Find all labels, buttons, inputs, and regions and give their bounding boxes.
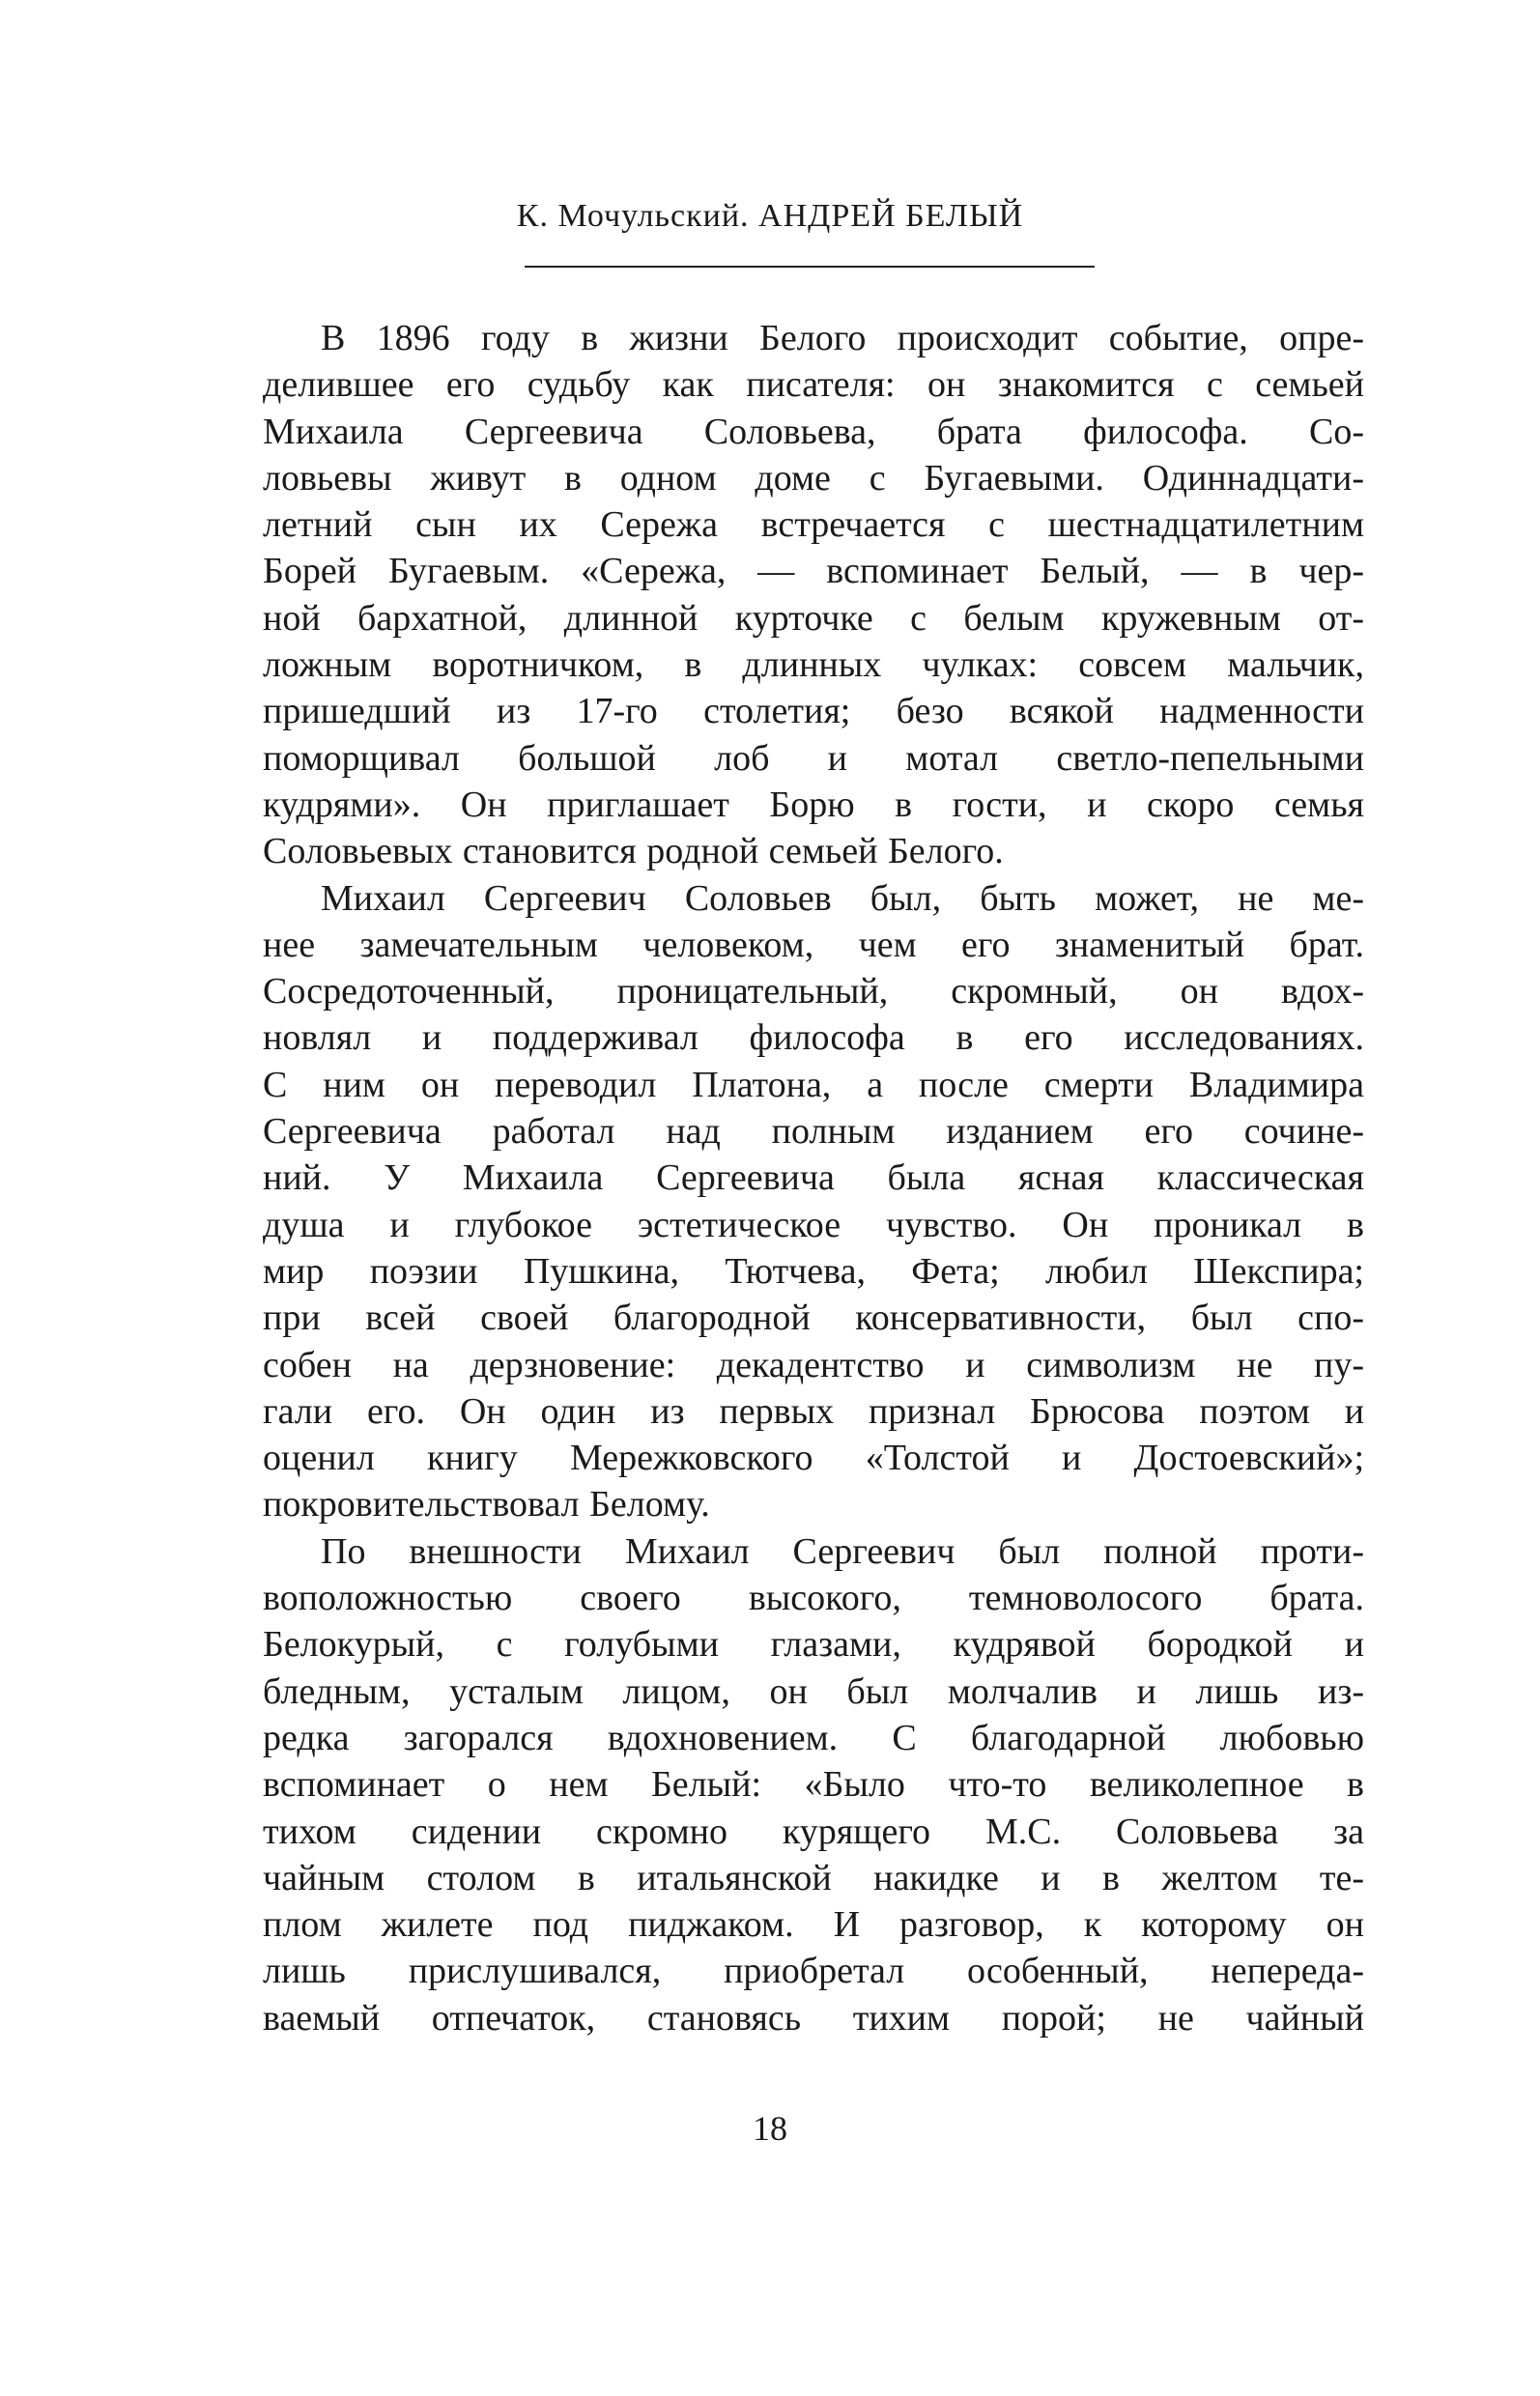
- text-line: тихом сидении скромно курящего М.С. Соловьева за: [263, 1811, 1364, 1852]
- text-line: покровительствовал Белому.: [263, 1484, 710, 1526]
- text-line: поморщивал большой лоб и мотал светло-пепельными: [263, 737, 1364, 779]
- text-line: ной бархатной, длинной курточке с белым кружевным от-: [263, 597, 1364, 639]
- text-line: ний. У Михаила Сергеевича была ясная классическая: [263, 1157, 1364, 1199]
- text-line: вспоминает о нем Белый: «Было что-то великолепное в: [263, 1764, 1364, 1806]
- text-line: гали его. Он один из первых признал Брюсова поэтом и: [263, 1390, 1364, 1432]
- header-rule: [525, 266, 1095, 268]
- text-line: ложным воротничком, в длинных чулках: совсем мальчик,: [263, 644, 1364, 686]
- text-line: Михаила Сергеевича Соловьева, брата философа. Со-: [263, 411, 1364, 452]
- page-number: 18: [753, 2109, 787, 2148]
- text-line: лишь прислушивался, приобретал особенный, непереда-: [263, 1951, 1364, 1992]
- paragraph: [263, 1528, 1364, 2041]
- text-line: ваемый отпечаток, становясь тихим порой; не чайный: [263, 1997, 1364, 2039]
- text-line: С ним он переводил Платона, а после смерти Владимира: [263, 1064, 1364, 1105]
- text-line: собен на дерзновение: декадентство и символизм не пу-: [263, 1344, 1364, 1385]
- paragraph: [263, 315, 1364, 875]
- text-line: при всей своей благородной консервативности, был спо-: [263, 1298, 1364, 1339]
- text-line: редка загорался вдохновением. С благодарной любовью: [263, 1717, 1364, 1758]
- text-line: ловьевы живут в одном доме с Бугаевыми. Одиннадцати-: [263, 457, 1364, 499]
- text-line: летний сын их Сережа встречается с шестнадцатилетним: [263, 504, 1364, 546]
- body-text: [263, 315, 1364, 2041]
- text-line: делившее его судьбу как писателя: он знакомится с семьей: [263, 364, 1364, 406]
- text-line: чайным столом в итальянской накидке и в желтом те-: [263, 1857, 1364, 1898]
- paragraph: [263, 875, 1364, 1528]
- text-line: Соловьевых становится родной семьей Белого.: [263, 831, 1004, 872]
- text-line: бледным, усталым лицом, он был молчалив и лишь из-: [263, 1670, 1364, 1712]
- running-head: К. Мочульский. АНДРЕЙ БЕЛЫЙ: [516, 198, 1024, 234]
- text-line: душа и глубокое эстетическое чувство. Он проникал в: [263, 1204, 1364, 1245]
- text-line: Сосредоточенный, проницательный, скромный, он вдох-: [263, 971, 1364, 1013]
- text-line: Белокурый, с голубыми глазами, кудрявой бородкой и: [263, 1624, 1364, 1666]
- text-line: нее замечательным человеком, чем его знаменитый брат.: [263, 924, 1364, 965]
- text-line: новлял и поддерживал философа в его исследованиях.: [263, 1017, 1364, 1059]
- text-line: мир поэзии Пушкина, Тютчева, Фета; любил Шекспира;: [263, 1250, 1364, 1292]
- text-line: оценил книгу Мережковского «Толстой и Достоевский»;: [263, 1438, 1364, 1479]
- text-line: По внешности Михаил Сергеевич был полной проти-: [321, 1530, 1364, 1572]
- text-line: В 1896 году в жизни Белого происходит событие, опре-: [321, 318, 1364, 358]
- text-line: воположностью своего высокого, темноволосого брата.: [263, 1578, 1364, 1619]
- text-line: Сергеевича работал над полным изданием его сочине-: [263, 1111, 1364, 1153]
- text-line: кудрями». Он приглашает Борю в гости, и скоро семья: [263, 784, 1364, 825]
- text-line: Михаил Сергеевич Соловьев был, быть может, не ме-: [321, 877, 1364, 919]
- text-line: плом жилете под пиджаком. И разговор, к которому он: [263, 1904, 1364, 1946]
- text-line: пришедший из 17-го столетия; безо всякой надменности: [263, 691, 1364, 732]
- text-line: Борей Бугаевым. «Сережа, — вспоминает Белый, — в чер-: [263, 551, 1364, 592]
